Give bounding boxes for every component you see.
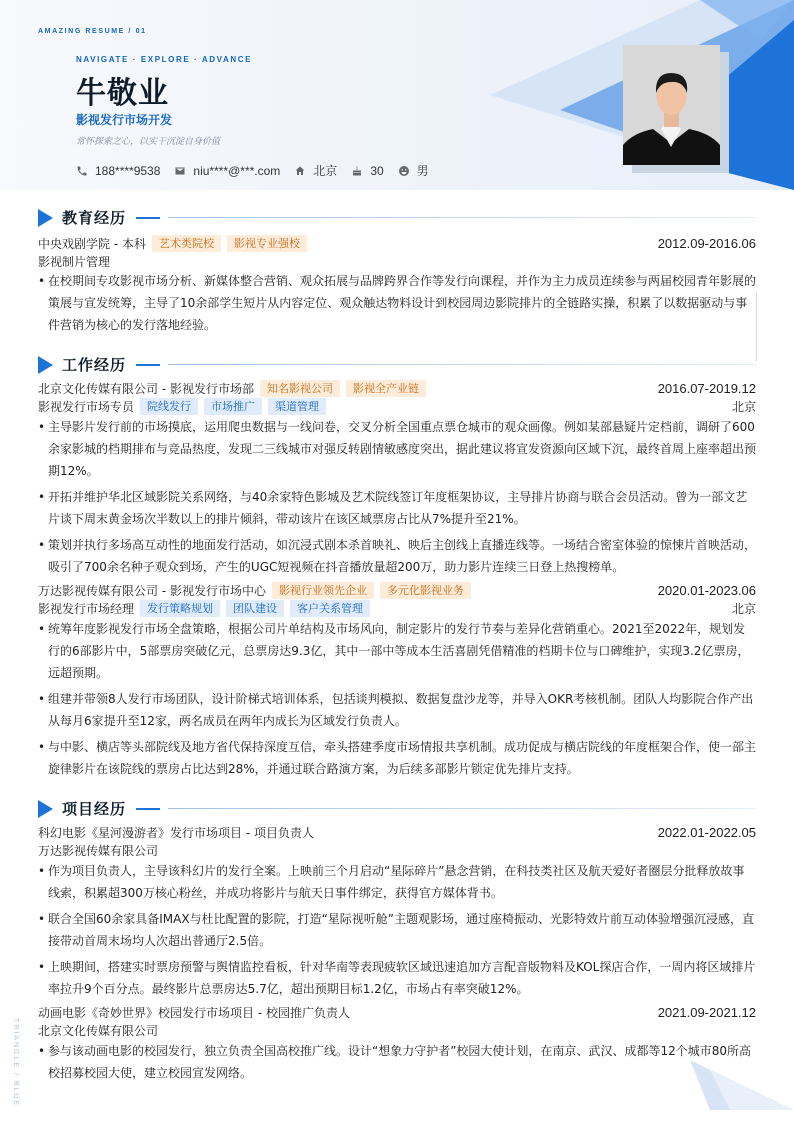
- role-tag: 客户关系管理: [290, 600, 370, 617]
- job-role-row: [38, 398, 756, 415]
- motto: 常怀探索之心，以实干沉淀自身价值: [76, 137, 221, 147]
- mail-icon: [174, 165, 186, 177]
- project-org: 万达影视传媒有限公司: [38, 844, 159, 858]
- triangle-icon: [38, 800, 53, 818]
- role-tag: 团队建设: [226, 600, 284, 617]
- project-name: 科幻电影《星河漫游者》发行市场项目 - 项目负责人: [38, 826, 314, 840]
- project-org-row: [38, 1022, 756, 1039]
- age-text: 30: [370, 163, 384, 178]
- job-bullet: • 与中影、横店等头部院线及地方省代保持深度互信，牵头搭建季度市场情报共享机制。成功促成与横店院线的年度框架合作，使一部主旋律影片在该院线的票房占比达到28%，并通过联合路演方案，为后续多部影片锁定优先排片支持。: [38, 736, 756, 780]
- project-org-row: [38, 842, 756, 859]
- contact-city: [294, 162, 337, 179]
- project-date: 2022.01-2022.05: [657, 825, 756, 840]
- project-date: 2021.09-2021.12: [657, 1005, 756, 1020]
- job-location: 北京: [731, 400, 756, 414]
- job-bullet: • 主导影片发行前的市场摸底，运用爬虫数据与一线问卷，交叉分析全国重点票仓城市的观众画像。例如某部悬疑片定档前，调研了600余家影城的档期排布与竞品热度，发现二三线城市对强反转剧情敏感度突出，据此建议将宣发资源向区域下沉，最终首周上座率超出预期12%。: [38, 416, 756, 482]
- job-title: 影视发行市场开发: [76, 113, 173, 127]
- education-school-row: [38, 235, 756, 252]
- company-name: 万达影视传媒有限公司 - 影视发行市场中心: [38, 584, 266, 598]
- triangle-icon: [38, 356, 53, 374]
- phone-text: 188****9538: [95, 163, 161, 178]
- project-org: 北京文化传媒有限公司: [38, 1024, 159, 1038]
- job-date: 2016.07-2019.12: [657, 381, 756, 396]
- job-company-row: [38, 582, 756, 599]
- brand-label: AMAZING RESUME / 01: [38, 28, 147, 35]
- profile-photo: [623, 45, 720, 165]
- section-education-heading: [38, 207, 756, 228]
- role-tag: 市场推广: [204, 398, 262, 415]
- project-bullet: • 联合全国60余家具备IMAX与杜比配置的影院，打造“星际视听舱”主题观影场，通过座椅振动、光影特效片前互动体验增强沉浸感，直接带动首周末场均人次超出普通厅2.5倍。: [38, 908, 756, 952]
- education-major-row: [38, 253, 756, 270]
- vertical-label: TRIANGLE / BLUE: [12, 1018, 19, 1108]
- job-bullet: • 开拓并维护华北区域影院关系网络，与40余家特色影城及艺术院线签订年度框架协议，主导排片协商与联合会员活动。曾为一部文艺片谈下周末黄金场次半数以上的排片倾斜，带动该片在该区域票房占比从7%提升至21%。: [38, 486, 756, 530]
- corner-triangle-decoration: [690, 1060, 794, 1123]
- company-name: 北京文化传媒有限公司 - 影视发行市场部: [38, 382, 254, 396]
- job-bullet: • 统筹年度影视发行市场全盘策略，根据公司片单结构及市场风向，制定影片的发行节奏与差异化营销重心。2021至2022年，规划发行的6部影片中，5部票房突破亿元，总票房达9.3亿，其中一部中等成本生活喜剧凭借精准的档期卡位与口碑维护，实现3.2亿票房，远超预期。: [38, 618, 756, 684]
- contact-age: [351, 164, 383, 178]
- job-date: 2020.01-2023.06: [657, 583, 756, 598]
- contact-row: [76, 162, 443, 179]
- city-text: 北京: [313, 164, 338, 178]
- company-tag: 影视行业领先企业: [272, 582, 374, 599]
- section-title: 教育经历: [62, 209, 127, 227]
- section-title: 项目经历: [62, 800, 127, 818]
- project-title-row: [38, 1004, 756, 1021]
- section-title: 工作经历: [62, 356, 127, 374]
- section-work-heading: [38, 354, 756, 375]
- company-tag: 影视全产业链: [346, 380, 426, 397]
- project-bullet: • 上映期间，搭建实时票房预警与舆情监控看板，针对华南等表现疲软区域迅速追加方言配音版物料及KOL探店合作，一周内将区域排片率拉升9个百分点。最终影片总票房达5.7亿，超出预期目标1.2亿，市场占有率突破12%。: [38, 956, 756, 1000]
- education-bullet: • 在校期间专攻影视市场分析、新媒体整合营销、观众拓展与品牌跨界合作等发行向课程，并作为主力成员连续参与两届校园青年影展的策展与宣发统筹，主导了10余部学生短片从内容定位、观众触达物料设计到校园周边影院排片的全链路实操，积累了以数据驱动与事件营销为核心的发行落地经验。: [38, 270, 756, 336]
- job-bullet: • 策划并执行多场高互动性的地面发行活动，如沉浸式剧本杀首映礼、映后主创线上直播连线等。一场结合密室体验的惊悚片首映活动，吸引了700余名种子观众到场，产生的UGC短视频在抖音播放量超200万，助力影片连续三日登上热搜榜单。: [38, 534, 756, 578]
- project-bullet: • 作为项目负责人，主导该科幻片的发行全案。上映前三个月启动“星际碎片”悬念营销，在科技类社区及航天爱好者圈层分批释放故事线索，积累超300万核心粉丝，并成功将影片与航天日事件绑定，获得官方媒体背书。: [38, 860, 756, 904]
- school-tag: 艺术类院校: [152, 235, 221, 252]
- role-name: 影视发行市场经理: [38, 602, 135, 616]
- job-company-row: [38, 380, 756, 397]
- phone-icon: [76, 165, 88, 177]
- role-tag: 渠道管理: [268, 398, 326, 415]
- triangle-icon: [38, 209, 53, 227]
- project-bullet: • 参与该动画电影的校园发行，独立负责全国高校推广线。设计“想象力守护者”校园大使计划，在南京、武汉、成都等12个城市80所高校招募校园大使，建立校园宣发网络。: [38, 1040, 756, 1084]
- project-name: 动画电影《奇妙世界》校园发行市场项目 - 校园推广负责人: [38, 1006, 350, 1020]
- gender-text: 男: [416, 164, 429, 178]
- cake-icon: [351, 165, 363, 177]
- email-text: niu****@***.com: [193, 163, 281, 178]
- person-avatar-icon: [623, 45, 720, 165]
- education-date: 2012.09-2016.06: [657, 236, 756, 251]
- role-tag: 发行策略规划: [140, 600, 220, 617]
- section-projects-heading: [38, 798, 756, 819]
- company-tag: 知名影视公司: [260, 380, 340, 397]
- nav-tagline: NAVIGATE · EXPLORE · ADVANCE: [76, 55, 253, 64]
- job-bullet: • 组建并带领8人发行市场团队，设计阶梯式培训体系，包括谈判模拟、数据复盘沙龙等，并导入OKR考核机制。团队人均影院合作产出从每月6家提升至12家，两名成员在两年内成长为区域发行负责人。: [38, 688, 756, 732]
- contact-phone: [76, 164, 160, 178]
- contact-email: [174, 164, 280, 178]
- project-title-row: [38, 824, 756, 841]
- home-icon: [294, 165, 306, 177]
- role-name: 影视发行市场专员: [38, 400, 135, 414]
- contact-gender: [398, 162, 429, 179]
- job-location: 北京: [731, 602, 756, 616]
- major: 影视制片管理: [38, 255, 111, 269]
- school-tag: 影视专业强校: [227, 235, 307, 252]
- smile-icon: [398, 165, 410, 177]
- company-tag: 多元化影视业务: [380, 582, 471, 599]
- divider: [756, 292, 757, 362]
- job-role-row: [38, 600, 756, 617]
- school-name: 中央戏剧学院 - 本科: [38, 237, 146, 251]
- candidate-name: 牛敬业: [76, 76, 169, 111]
- role-tag: 院线发行: [140, 398, 198, 415]
